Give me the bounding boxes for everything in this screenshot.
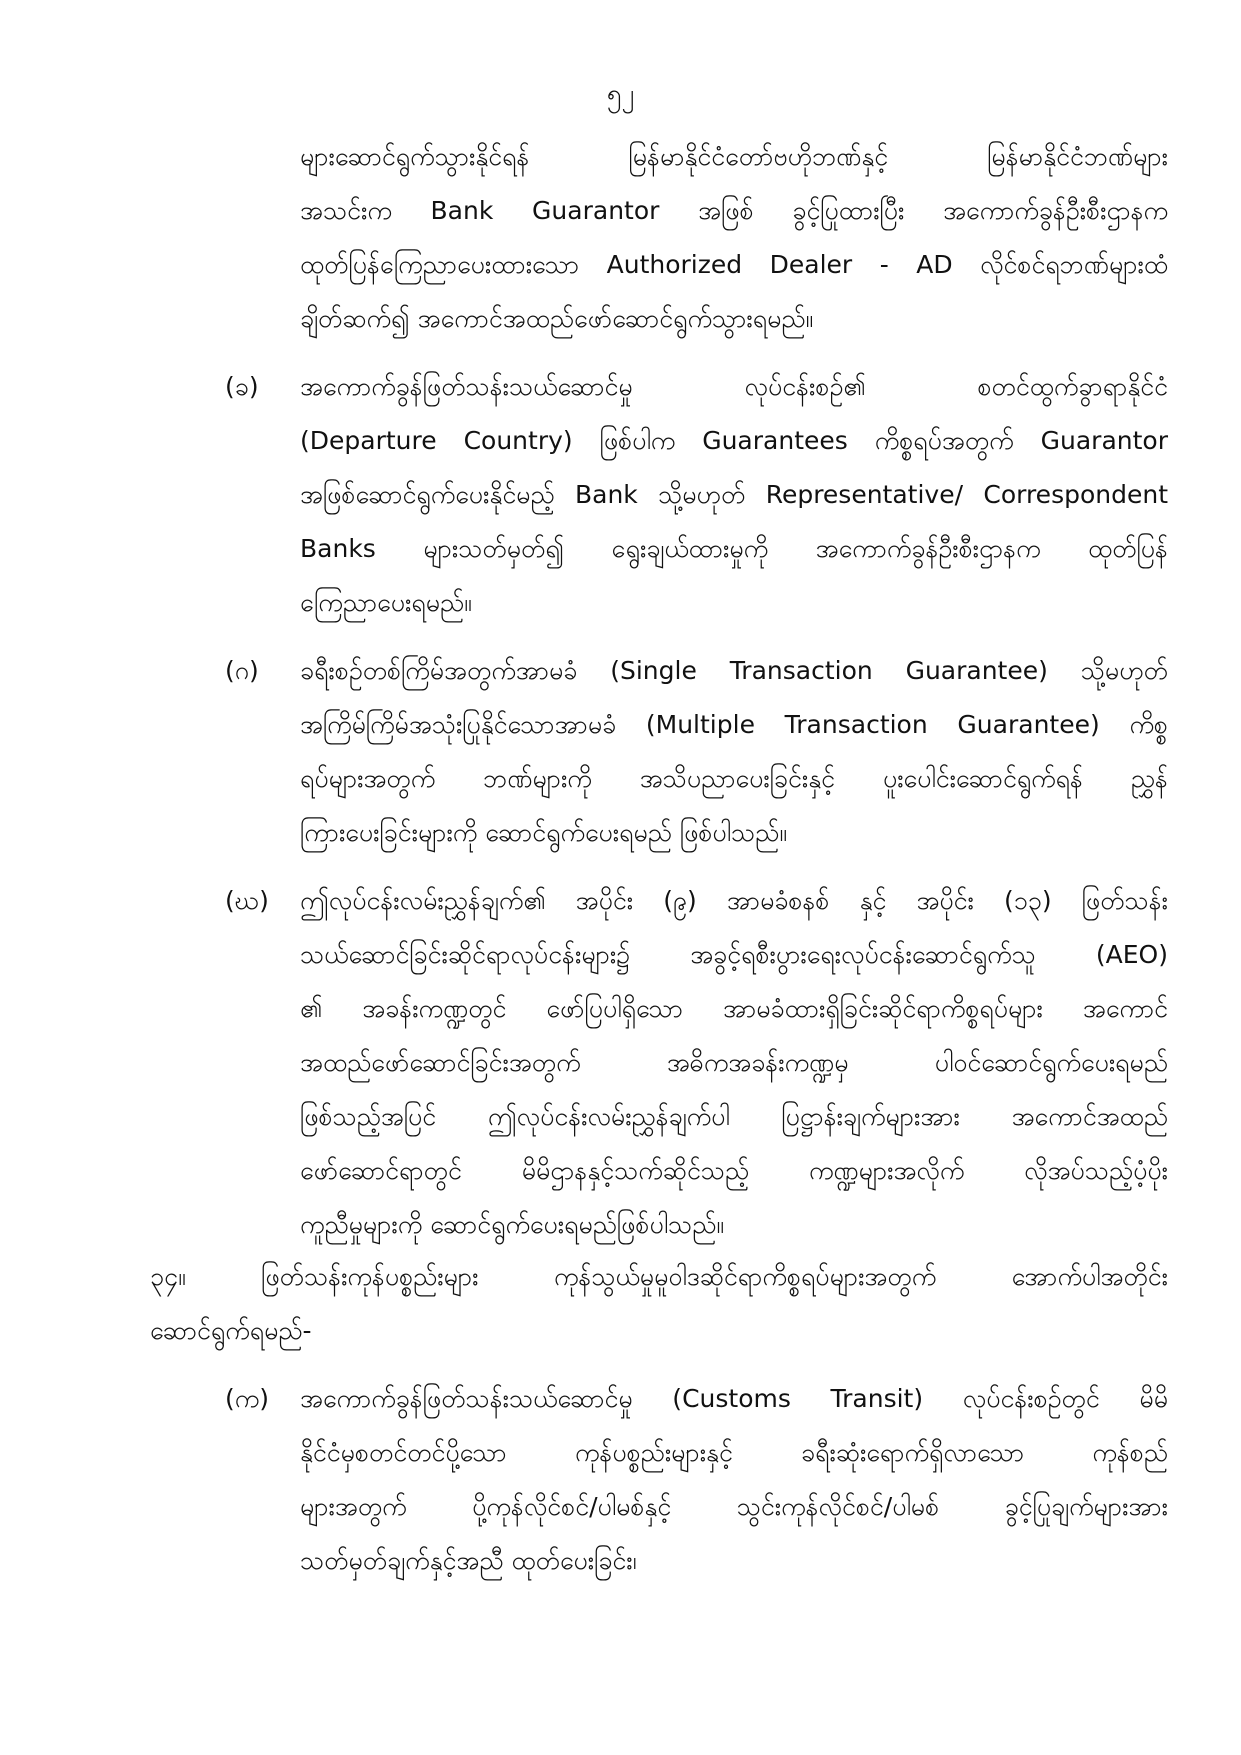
paragraph-line: ချိတ်ဆက်၍ အကောင်အထည်ဖော်ဆောင်ရွက်သွားရမည်။ <box>300 304 814 333</box>
paragraph-line: ကြားပေးခြင်းများကို ဆောင်ရွက်ပေးရမည် ဖြစ်ပါသည်။ <box>300 818 787 847</box>
paragraph-line: ခရီးစဉ်တစ်ကြိမ်အတွက်အာမခံ (Single Transaction Guarantee) သို့မဟုတ် <box>300 656 1168 685</box>
paragraph-line: အထည်ဖော်ဆောင်ခြင်းအတွက် အဓိကအခန်းကဏ္ဍမှ ပါဝင်ဆောင်ရွက်ပေးရမည် <box>300 1048 1168 1077</box>
paragraph-line: အကောက်ခွန်ဖြတ်သန်းသယ်ဆောင်မှု (Customs Transit) လုပ်ငန်းစဉ်တွင် မိမိ <box>300 1384 1168 1413</box>
paragraph-line: ထုတ်ပြန်ကြေညာပေးထားသော Authorized Dealer - AD လိုင်စင်ရဘဏ်များထံ <box>300 250 1168 279</box>
section-heading-line: ၃၄။ ဖြတ်သန်းကုန်ပစ္စည်းများ ကုန်သွယ်မှုမူဝါဒဆိုင်ရာကိစ္စရပ်များအတွက် အောက်ပါအတိုင်း <box>150 1262 1168 1291</box>
item-label: (က) <box>225 1384 269 1413</box>
paragraph-line: ဖြစ်သည့်အပြင် ဤလုပ်ငန်းလမ်းညွှန်ချက်ပါ ပြဋ္ဌာန်းချက်များအား အကောင်အထည် <box>300 1102 1168 1131</box>
paragraph-line: ကြေညာပေးရမည်။ <box>300 588 472 617</box>
paragraph-line: သယ်ဆောင်ခြင်းဆိုင်ရာလုပ်ငန်းများ၌ အခွင့်ရစီးပွားရေးလုပ်ငန်းဆောင်ရွက်သူ (AEO) <box>300 940 1168 969</box>
paragraph-line: များအတွက် ပို့ကုန်လိုင်စင်/ပါမစ်နှင့် သွင်းကုန်လိုင်စင်/ပါမစ် ခွင့်ပြုချက်များအား <box>300 1492 1168 1521</box>
paragraph-line: အဖြစ်ဆောင်ရွက်ပေးနိုင်မည့် Bank သို့မဟုတ် Representative/ Correspondent <box>300 480 1168 509</box>
paragraph-line: များဆောင်ရွက်သွားနိုင်ရန် မြန်မာနိုင်ငံတော်ဗဟိုဘဏ်နှင့် မြန်မာနိုင်ငံဘဏ်များ <box>300 142 1168 171</box>
page-number: ၅၂ <box>606 79 635 109</box>
item-label: (ဂ) <box>225 656 259 685</box>
paragraph-line: ဖော်ဆောင်ရာတွင် မိမိဌာနနှင့်သက်ဆိုင်သည့် ကဏ္ဍများအလိုက် လိုအပ်သည့်ပံ့ပိုး <box>300 1156 1168 1185</box>
paragraph-line: (Departure Country) ဖြစ်ပါက Guarantees ကိစ္စရပ်အတွက် Guarantor <box>300 426 1168 455</box>
section-heading-line: ဆောင်ရွက်ရမည်- <box>150 1316 312 1345</box>
paragraph-line: ဤလုပ်ငန်းလမ်းညွှန်ချက်၏ အပိုင်း (၉) အာမခံစနစ် နှင့် အပိုင်း (၁၃) ဖြတ်သန်း <box>300 886 1168 915</box>
item-label: (ခ) <box>225 372 259 401</box>
paragraph-line: Banks များသတ်မှတ်၍ ရွေးချယ်ထားမှုကို အကောက်ခွန်ဦးစီးဌာနက ထုတ်ပြန် <box>300 534 1168 563</box>
item-label: (ဃ) <box>225 886 269 915</box>
paragraph-line: ၏ အခန်းကဏ္ဍတွင် ဖော်ပြပါရှိသော အာမခံထားရှိခြင်းဆိုင်ရာကိစ္စရပ်များ အကောင် <box>300 994 1168 1023</box>
paragraph-line: သတ်မှတ်ချက်နှင့်အညီ ထုတ်ပေးခြင်း၊ <box>300 1546 637 1575</box>
paragraph-line: အကောက်ခွန်ဖြတ်သန်းသယ်ဆောင်မှု လုပ်ငန်းစဉ်၏ စတင်ထွက်ခွာရာနိုင်ငံ <box>300 372 1168 401</box>
paragraph-line: နိုင်ငံမှစတင်တင်ပို့သော ကုန်ပစ္စည်းများနှင့် ခရီးဆုံးရောက်ရှိလာသော ကုန်စည် <box>300 1438 1168 1467</box>
paragraph-line: အကြိမ်ကြိမ်အသုံးပြုနိုင်သောအာမခံ (Multiple Transaction Guarantee) ကိစ္စ <box>300 710 1168 739</box>
paragraph-line: ကူညီမှုများကို ဆောင်ရွက်ပေးရမည်ဖြစ်ပါသည်။ <box>300 1210 724 1239</box>
paragraph-line: ရပ်များအတွက် ဘဏ်များကို အသိပညာပေးခြင်းနှင့် ပူးပေါင်းဆောင်ရွက်ရန် ညွှန် <box>300 764 1168 793</box>
paragraph-line: အသင်းက Bank Guarantor အဖြစ် ခွင့်ပြုထားပြီး အကောက်ခွန်ဦးစီးဌာနက <box>300 196 1168 225</box>
